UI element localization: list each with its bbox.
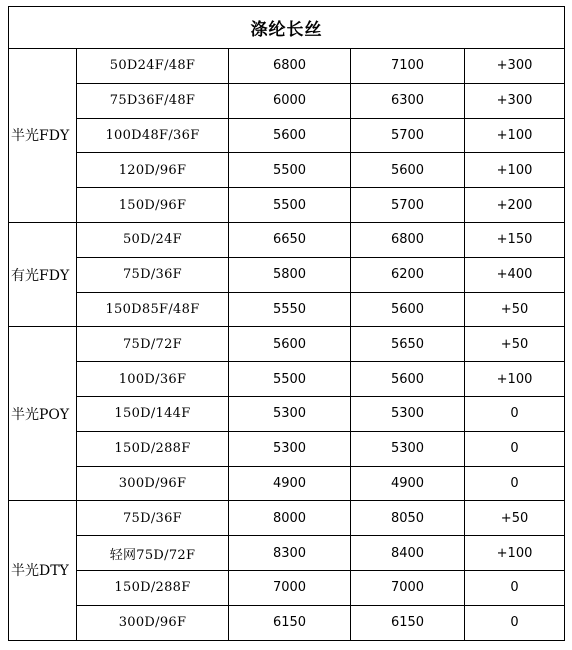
table-row: [9, 49, 565, 84]
previous-price-cell: 5300: [229, 431, 351, 466]
price-change-cell: +50: [465, 501, 565, 536]
category-label: 半光POY: [9, 327, 77, 501]
price-change-cell: +400: [465, 257, 565, 292]
table-row: [9, 153, 565, 188]
current-price-cell: 5700: [351, 118, 465, 153]
spec-cell: 150D/144F: [77, 396, 229, 431]
current-price-cell: 6150: [351, 605, 465, 640]
table-row: [9, 83, 565, 118]
price-change-cell: 0: [465, 570, 565, 605]
spec-cell: 150D/288F: [77, 431, 229, 466]
table-row: [9, 118, 565, 153]
table-row: [9, 466, 565, 501]
category-label: 有光FDY: [9, 222, 77, 326]
price-change-cell: +300: [465, 83, 565, 118]
current-price-cell: 5600: [351, 362, 465, 397]
current-price-cell: 5700: [351, 188, 465, 223]
title-row: [9, 7, 565, 49]
previous-price-cell: 5800: [229, 257, 351, 292]
previous-price-cell: 4900: [229, 466, 351, 501]
current-price-cell: 7100: [351, 49, 465, 84]
spec-cell: 75D36F/48F: [77, 83, 229, 118]
previous-price-cell: 5500: [229, 153, 351, 188]
spec-cell: 300D/96F: [77, 605, 229, 640]
current-price-cell: 5600: [351, 153, 465, 188]
price-change-cell: +50: [465, 327, 565, 362]
table-row: [9, 292, 565, 327]
price-change-cell: 0: [465, 605, 565, 640]
spec-cell: 300D/96F: [77, 466, 229, 501]
table-row: [9, 327, 565, 362]
current-price-cell: 5300: [351, 431, 465, 466]
previous-price-cell: 7000: [229, 570, 351, 605]
price-change-cell: 0: [465, 466, 565, 501]
price-change-cell: +50: [465, 292, 565, 327]
category-label: 半光FDY: [9, 49, 77, 223]
spec-cell: 100D/36F: [77, 362, 229, 397]
category-label: 半光DTY: [9, 501, 77, 640]
previous-price-cell: 5600: [229, 327, 351, 362]
spec-cell: 150D/96F: [77, 188, 229, 223]
spec-cell: 50D/24F: [77, 222, 229, 257]
current-price-cell: 6800: [351, 222, 465, 257]
current-price-cell: 8050: [351, 501, 465, 536]
previous-price-cell: 8300: [229, 536, 351, 571]
table-row: [9, 605, 565, 640]
current-price-cell: 5300: [351, 396, 465, 431]
current-price-cell: 8400: [351, 536, 465, 571]
previous-price-cell: 6800: [229, 49, 351, 84]
previous-price-cell: 6150: [229, 605, 351, 640]
previous-price-cell: 5600: [229, 118, 351, 153]
current-price-cell: 6300: [351, 83, 465, 118]
price-change-cell: +200: [465, 188, 565, 223]
table-row: [9, 570, 565, 605]
price-table: [8, 6, 565, 641]
table-row: [9, 396, 565, 431]
price-change-cell: +100: [465, 362, 565, 397]
previous-price-cell: 6000: [229, 83, 351, 118]
spec-cell: 轻网75D/72F: [77, 536, 229, 571]
price-change-cell: +100: [465, 153, 565, 188]
current-price-cell: 6200: [351, 257, 465, 292]
price-change-cell: 0: [465, 396, 565, 431]
table-row: [9, 188, 565, 223]
table-row: [9, 431, 565, 466]
current-price-cell: 5600: [351, 292, 465, 327]
spec-cell: 150D85F/48F: [77, 292, 229, 327]
price-change-cell: +100: [465, 118, 565, 153]
table-row: [9, 222, 565, 257]
previous-price-cell: 5550: [229, 292, 351, 327]
previous-price-cell: 6650: [229, 222, 351, 257]
spec-cell: 75D/36F: [77, 501, 229, 536]
spec-cell: 50D24F/48F: [77, 49, 229, 84]
price-change-cell: +300: [465, 49, 565, 84]
previous-price-cell: 5500: [229, 362, 351, 397]
table-row: [9, 536, 565, 571]
table-title: 涤纶长丝: [9, 7, 565, 49]
previous-price-cell: 5300: [229, 396, 351, 431]
price-change-cell: 0: [465, 431, 565, 466]
spec-cell: 100D48F/36F: [77, 118, 229, 153]
table-row: [9, 257, 565, 292]
current-price-cell: 4900: [351, 466, 465, 501]
table-body: [9, 7, 565, 641]
spec-cell: 150D/288F: [77, 570, 229, 605]
table-row: [9, 362, 565, 397]
spec-cell: 75D/72F: [77, 327, 229, 362]
previous-price-cell: 8000: [229, 501, 351, 536]
table-row: [9, 501, 565, 536]
current-price-cell: 7000: [351, 570, 465, 605]
price-change-cell: +150: [465, 222, 565, 257]
spec-cell: 75D/36F: [77, 257, 229, 292]
spec-cell: 120D/96F: [77, 153, 229, 188]
current-price-cell: 5650: [351, 327, 465, 362]
previous-price-cell: 5500: [229, 188, 351, 223]
price-change-cell: +100: [465, 536, 565, 571]
